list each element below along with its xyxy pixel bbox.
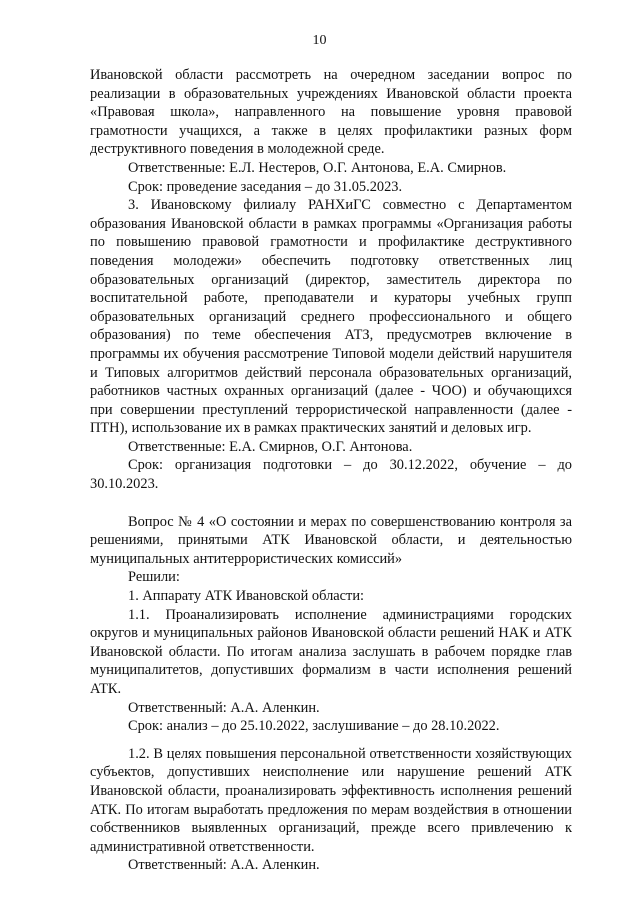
deadline-line: Срок: проведение заседания – до 31.05.2023. xyxy=(128,178,403,195)
decided-label: Решили: xyxy=(128,569,180,586)
responsible-line: Ответственный: А.А. Аленкин. xyxy=(128,857,320,874)
responsible-line: Ответственные: Е.А. Смирнов, О.Г. Антонова. xyxy=(128,438,413,455)
paragraph-item-3: 3. Ивановскому филиалу РАНХиГС совместно с Департаментом образования Ивановской области в рамках программы «Организация работы по повышению правовой грамотности и профилактике деструктивного поведения молодежи» обеспечить подготовку ответственных лиц образовательных организаций (директор, заместитель директора по воспитательной работе, преподаватели и кураторы учебных групп образовательных организаций среднего профессионального и общего образования) по теме обеспечения АТЗ, предусмотрев включение в программы их обучения рассмотрение Типовой модели действий нарушителя и Типовых алгоритмов действий персонала образовательных организаций, работников частных охранных организаций (далее - ЧОО) и обучающихся при совершении преступлений террористической направленности (далее - ПТН), использование их в рамках практических занятий и деловых игр. xyxy=(90,197,572,437)
page-number: 10 xyxy=(312,33,327,48)
paragraph-item-1-2: 1.2. В целях повышения персональной ответственности хозяйствующих субъектов, допустивших неисполнение или нарушение решений АТК Ивановской области, проанализировать эффективность исполнения решений АТК. По итогам выработать предложения по мерам воздействия в отношении собственников выявленных организаций, прежде всего привлечению к административной ответственности. xyxy=(90,745,572,855)
responsible-line: Ответственный: А.А. Аленкин. xyxy=(128,699,320,716)
paragraph-item-1-1: 1.1. Проанализировать исполнение администрациями городских округов и муниципальных районов Ивановской области решений НАК и АТК Ивановской области. По итогам анализа заслушать в рабочем порядке глав муниципалитетов, допустивших формализм в части исполнения решений АТК. xyxy=(90,606,572,697)
paragraph-continuation: Ивановской области рассмотреть на очередном заседании вопрос по реализации в образовательных учреждениях Ивановской области проекта «Правовая школа», направленного на повышение уровня правовой грамотности учащихся, а также в целях профилактики разных форм деструктивного поведения в молодежной среде. xyxy=(90,67,572,158)
responsible-line: Ответственные: Е.Л. Нестеров, О.Г. Антонова, Е.А. Смирнов. xyxy=(128,159,507,176)
deadline-line: Срок: анализ – до 25.10.2022, заслушивание – до 28.10.2022. xyxy=(128,718,500,735)
deadline-line: Срок: организация подготовки – до 30.12.2022, обучение – до 30.10.2023. xyxy=(90,457,572,493)
paragraph-item-1: 1. Аппарату АТК Ивановской области: xyxy=(128,588,365,605)
section-spacer xyxy=(90,494,572,513)
document-body xyxy=(90,66,572,875)
paragraph-spacer xyxy=(90,736,572,745)
question-heading: Вопрос № 4 «О состоянии и мерах по совершенствованию контроля за решениями, принятыми АТК Ивановской области, и деятельностью муниципальных антитеррористических комиссий» xyxy=(90,513,572,567)
